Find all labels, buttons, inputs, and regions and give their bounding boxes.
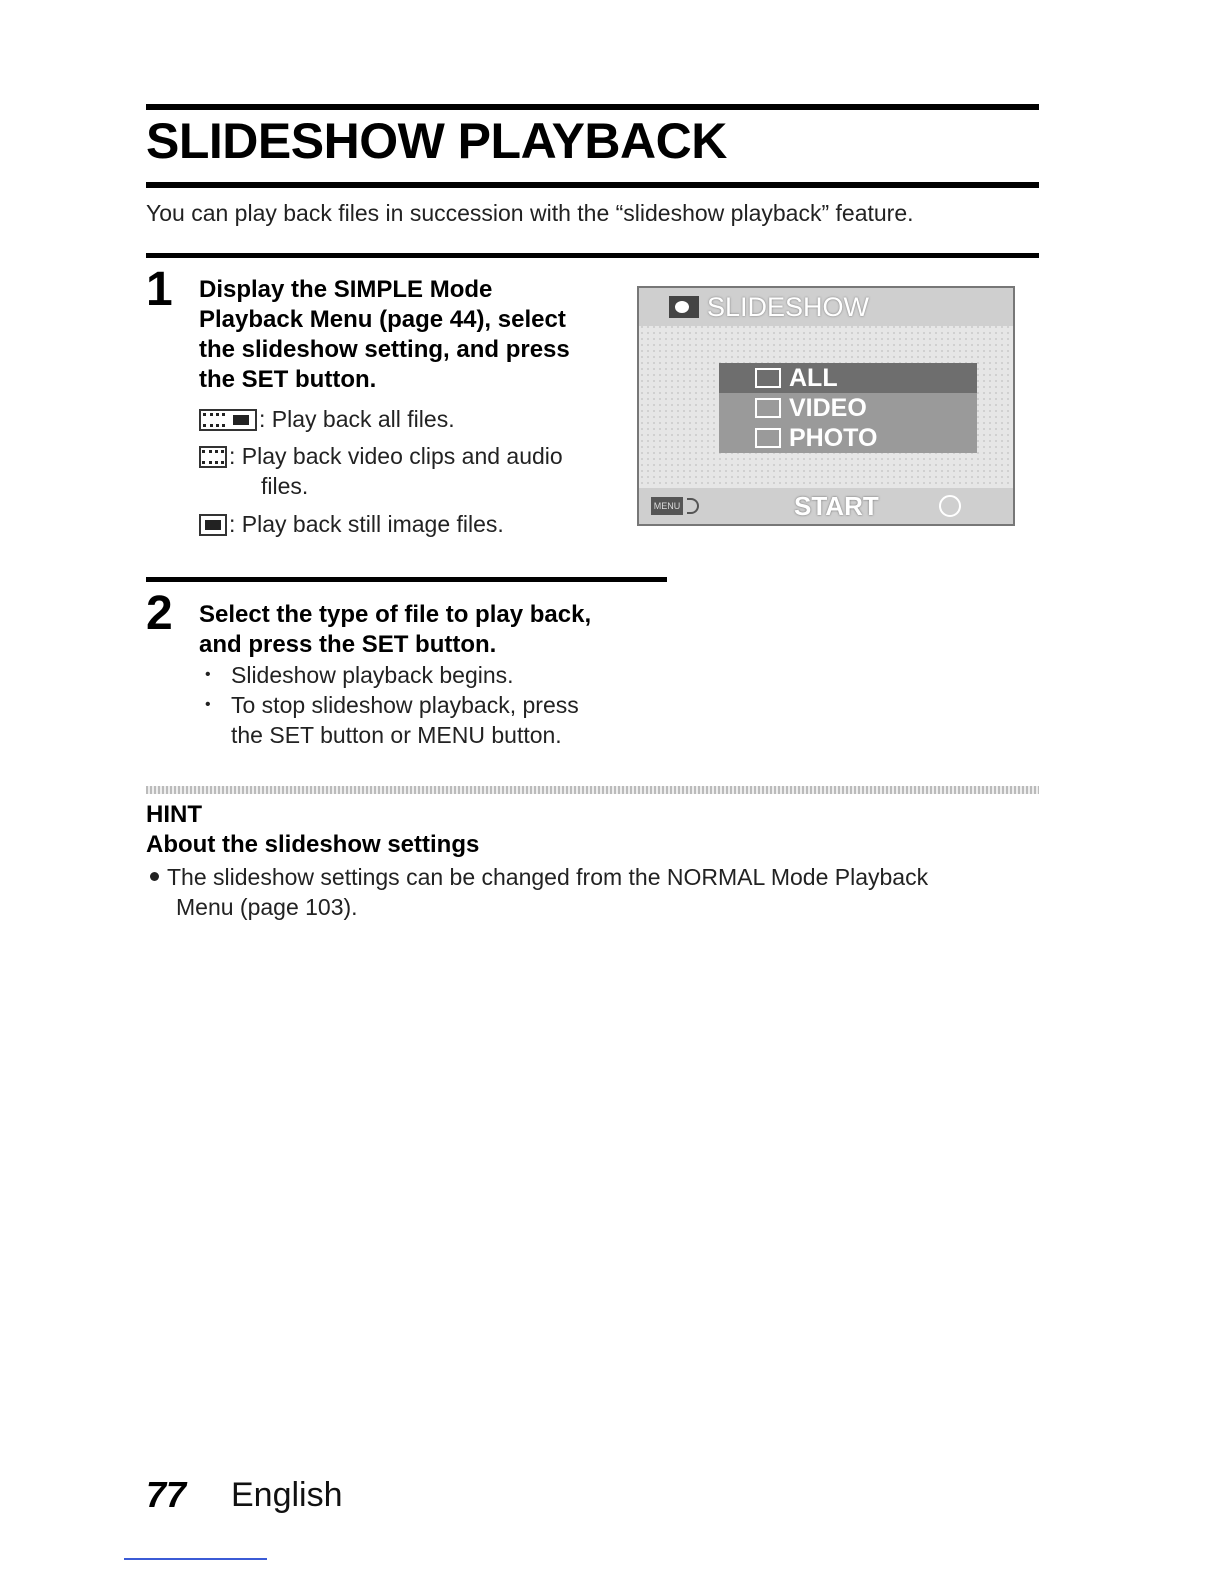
screen-item-label: VIDEO [789, 393, 867, 422]
set-button-icon [939, 495, 961, 517]
hint-heading: About the slideshow settings [146, 831, 480, 858]
step1-heading-line: Playback Menu (page 44), select [199, 306, 566, 333]
step1-heading-line: Display the SIMPLE Mode [199, 276, 493, 303]
hint-divider [146, 786, 1039, 794]
screen-item-video[interactable] [719, 393, 977, 423]
page-title: SLIDESHOW PLAYBACK [146, 113, 727, 169]
hint-label: HINT [146, 801, 202, 828]
step1-rule [146, 253, 1039, 258]
step2-heading-line: and press the SET button. [199, 631, 497, 658]
step2-heading [199, 600, 591, 660]
film-icon [755, 398, 781, 418]
title-underline [146, 182, 1039, 188]
photo-file-icon [199, 514, 227, 536]
list-item: • To stop slideshow playback, press [203, 690, 579, 720]
return-arrow-icon [687, 498, 699, 514]
footer-link-line [124, 1558, 267, 1560]
video-file-icon [199, 446, 227, 468]
screen-item-label: ALL [789, 363, 838, 392]
all-files-icon [199, 409, 257, 431]
hint-body [150, 862, 1040, 922]
camera-screen [637, 286, 1015, 526]
screen-title: SLIDESHOW [707, 291, 870, 322]
top-rule [146, 104, 1039, 110]
option-video [199, 441, 563, 501]
list-item-continuation: the SET button or MENU button. [231, 722, 562, 748]
option-video-text-cont: files. [261, 473, 309, 499]
list-item: • Slideshow playback begins. [203, 660, 579, 690]
option-all-text: : Play back all files. [259, 406, 455, 432]
option-all [199, 404, 455, 434]
step1-heading-line: the slideshow setting, and press [199, 336, 570, 363]
step1-number: 1 [146, 263, 173, 316]
hint-text-cont: Menu (page 103). [176, 894, 358, 920]
step2-number: 2 [146, 587, 173, 640]
folder-icon [755, 368, 781, 388]
screen-item-photo[interactable] [719, 423, 977, 453]
start-label: START [794, 490, 879, 521]
hint-text: The slideshow settings can be changed from the NORMAL Mode Playback [167, 864, 929, 890]
screen-title-bar [639, 288, 1013, 326]
bullet-icon [150, 872, 159, 881]
option-video-text: : Play back video clips and audio [229, 443, 563, 469]
step1-heading-line: the SET button. [199, 366, 377, 393]
photo-icon [755, 428, 781, 448]
page-number: 77 [146, 1474, 187, 1515]
camera-icon [669, 296, 699, 318]
page-language: English [231, 1476, 343, 1514]
step2-heading-line: Select the type of file to play back, [199, 601, 592, 628]
step2-bullets [203, 660, 579, 750]
intro-text: You can play back files in succession with the “slideshow playback” feature. [146, 200, 914, 226]
step2-rule [146, 577, 667, 582]
slideshow-options [719, 363, 977, 453]
screen-bottom-bar [639, 488, 1013, 524]
screen-item-all[interactable] [719, 363, 977, 393]
step1-heading [199, 275, 570, 395]
screen-item-label: PHOTO [789, 423, 878, 452]
option-photo-text: : Play back still image files. [229, 511, 504, 537]
option-photo [199, 509, 504, 539]
menu-button-icon: MENU [651, 497, 683, 515]
